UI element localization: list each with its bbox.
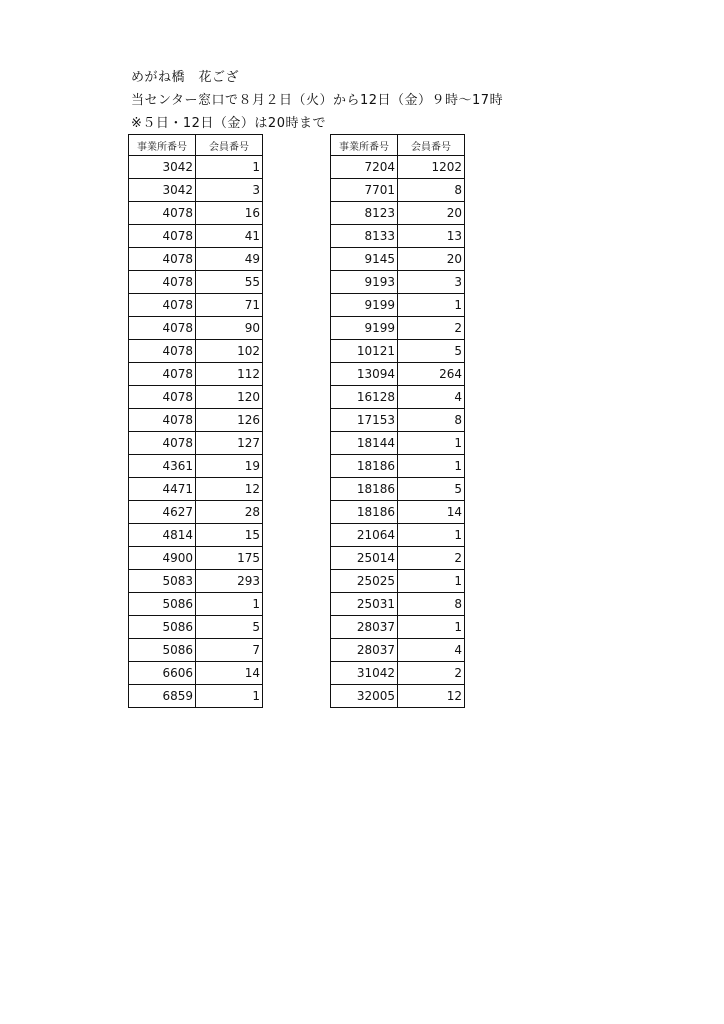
table-row bbox=[331, 432, 465, 455]
office-number-cell: 4078 bbox=[129, 248, 196, 271]
notice-title: めがね橋 花ござ bbox=[131, 70, 240, 85]
office-number-cell: 18186 bbox=[331, 478, 398, 501]
member-number-cell: 49 bbox=[196, 248, 263, 271]
member-number-cell: 175 bbox=[196, 547, 263, 570]
member-number-cell: 13 bbox=[398, 225, 465, 248]
table-row bbox=[331, 156, 465, 179]
member-number-cell: 12 bbox=[196, 478, 263, 501]
office-number-cell: 4078 bbox=[129, 432, 196, 455]
column-header-office: 事業所番号 bbox=[331, 135, 398, 156]
member-number-cell: 71 bbox=[196, 294, 263, 317]
table-row bbox=[331, 386, 465, 409]
notice-note: ※５日・12日（金）は20時まで bbox=[131, 116, 326, 131]
notice-header bbox=[131, 66, 503, 135]
member-number-cell: 1 bbox=[196, 593, 263, 616]
table-row bbox=[129, 455, 263, 478]
member-number-cell: 55 bbox=[196, 271, 263, 294]
member-number-cell: 19 bbox=[196, 455, 263, 478]
column-header-member: 会員番号 bbox=[196, 135, 263, 156]
table-row bbox=[331, 317, 465, 340]
table-row bbox=[331, 478, 465, 501]
table-row bbox=[331, 501, 465, 524]
table-row bbox=[129, 547, 263, 570]
member-number-cell: 112 bbox=[196, 363, 263, 386]
table-row bbox=[129, 593, 263, 616]
office-number-cell: 4078 bbox=[129, 363, 196, 386]
member-number-cell: 7 bbox=[196, 639, 263, 662]
office-number-cell: 17153 bbox=[331, 409, 398, 432]
table-row bbox=[129, 363, 263, 386]
member-number-cell: 1 bbox=[398, 524, 465, 547]
office-number-cell: 5086 bbox=[129, 639, 196, 662]
table-row bbox=[129, 409, 263, 432]
table-row bbox=[331, 455, 465, 478]
office-number-cell: 6859 bbox=[129, 685, 196, 708]
office-number-cell: 4078 bbox=[129, 340, 196, 363]
office-number-cell: 4361 bbox=[129, 455, 196, 478]
table-row bbox=[129, 340, 263, 363]
member-number-cell: 264 bbox=[398, 363, 465, 386]
member-number-cell: 3 bbox=[398, 271, 465, 294]
office-number-cell: 16128 bbox=[331, 386, 398, 409]
office-number-cell: 8123 bbox=[331, 202, 398, 225]
member-number-cell: 14 bbox=[196, 662, 263, 685]
member-number-cell: 1 bbox=[398, 455, 465, 478]
office-number-cell: 9199 bbox=[331, 294, 398, 317]
table-row bbox=[331, 340, 465, 363]
office-number-cell: 9193 bbox=[331, 271, 398, 294]
office-number-cell: 5086 bbox=[129, 616, 196, 639]
office-number-cell: 7204 bbox=[331, 156, 398, 179]
member-number-cell: 8 bbox=[398, 179, 465, 202]
office-number-cell: 5083 bbox=[129, 570, 196, 593]
table-header-row bbox=[129, 135, 263, 156]
office-number-cell: 28037 bbox=[331, 616, 398, 639]
office-number-cell: 25025 bbox=[331, 570, 398, 593]
member-number-cell: 102 bbox=[196, 340, 263, 363]
member-number-cell: 15 bbox=[196, 524, 263, 547]
office-number-cell: 25014 bbox=[331, 547, 398, 570]
table-row bbox=[331, 593, 465, 616]
office-number-cell: 8133 bbox=[331, 225, 398, 248]
office-number-cell: 4078 bbox=[129, 202, 196, 225]
office-number-cell: 32005 bbox=[331, 685, 398, 708]
table-row bbox=[129, 202, 263, 225]
member-number-cell: 126 bbox=[196, 409, 263, 432]
table-row bbox=[129, 478, 263, 501]
table-row bbox=[129, 294, 263, 317]
office-number-cell: 4627 bbox=[129, 501, 196, 524]
member-number-cell: 127 bbox=[196, 432, 263, 455]
member-number-cell: 28 bbox=[196, 501, 263, 524]
office-number-cell: 28037 bbox=[331, 639, 398, 662]
table-row bbox=[129, 271, 263, 294]
office-number-cell: 18144 bbox=[331, 432, 398, 455]
table-row bbox=[129, 248, 263, 271]
office-number-cell: 4078 bbox=[129, 386, 196, 409]
table-left bbox=[128, 134, 263, 708]
table-row bbox=[129, 616, 263, 639]
table-row bbox=[129, 317, 263, 340]
office-number-cell: 4900 bbox=[129, 547, 196, 570]
member-number-cell: 5 bbox=[398, 340, 465, 363]
table-row bbox=[331, 363, 465, 386]
table-row bbox=[331, 616, 465, 639]
table-row bbox=[129, 524, 263, 547]
table-row bbox=[331, 547, 465, 570]
table-row bbox=[331, 524, 465, 547]
office-number-cell: 3042 bbox=[129, 156, 196, 179]
table-row bbox=[129, 432, 263, 455]
table-row bbox=[129, 386, 263, 409]
member-number-cell: 16 bbox=[196, 202, 263, 225]
member-number-cell: 8 bbox=[398, 409, 465, 432]
member-number-cell: 293 bbox=[196, 570, 263, 593]
office-number-cell: 4814 bbox=[129, 524, 196, 547]
member-number-cell: 2 bbox=[398, 317, 465, 340]
member-number-cell: 120 bbox=[196, 386, 263, 409]
member-number-cell: 1 bbox=[398, 294, 465, 317]
member-number-cell: 12 bbox=[398, 685, 465, 708]
table-row bbox=[331, 248, 465, 271]
table-row bbox=[129, 225, 263, 248]
table-row bbox=[331, 409, 465, 432]
office-number-cell: 18186 bbox=[331, 501, 398, 524]
member-number-cell: 1 bbox=[398, 616, 465, 639]
table-row bbox=[331, 271, 465, 294]
member-number-cell: 3 bbox=[196, 179, 263, 202]
office-number-cell: 4471 bbox=[129, 478, 196, 501]
member-number-cell: 4 bbox=[398, 639, 465, 662]
office-number-cell: 9199 bbox=[331, 317, 398, 340]
office-number-cell: 31042 bbox=[331, 662, 398, 685]
member-number-cell: 5 bbox=[196, 616, 263, 639]
table-row bbox=[331, 570, 465, 593]
office-number-cell: 4078 bbox=[129, 294, 196, 317]
table-row bbox=[129, 179, 263, 202]
table-row bbox=[331, 685, 465, 708]
office-number-cell: 9145 bbox=[331, 248, 398, 271]
member-number-cell: 2 bbox=[398, 547, 465, 570]
table-row bbox=[331, 294, 465, 317]
office-number-cell: 3042 bbox=[129, 179, 196, 202]
office-number-cell: 13094 bbox=[331, 363, 398, 386]
table-row bbox=[129, 685, 263, 708]
member-number-cell: 20 bbox=[398, 202, 465, 225]
office-number-cell: 18186 bbox=[331, 455, 398, 478]
table-row bbox=[129, 662, 263, 685]
office-number-cell: 6606 bbox=[129, 662, 196, 685]
table-row bbox=[331, 662, 465, 685]
member-number-cell: 1202 bbox=[398, 156, 465, 179]
table-right bbox=[330, 134, 465, 708]
member-number-cell: 5 bbox=[398, 478, 465, 501]
office-number-cell: 4078 bbox=[129, 317, 196, 340]
member-number-cell: 2 bbox=[398, 662, 465, 685]
office-number-cell: 7701 bbox=[331, 179, 398, 202]
office-number-cell: 4078 bbox=[129, 409, 196, 432]
office-number-cell: 4078 bbox=[129, 271, 196, 294]
office-number-cell: 25031 bbox=[331, 593, 398, 616]
table-row bbox=[129, 639, 263, 662]
member-number-cell: 1 bbox=[196, 156, 263, 179]
table-row bbox=[331, 179, 465, 202]
member-number-cell: 14 bbox=[398, 501, 465, 524]
member-number-cell: 1 bbox=[398, 432, 465, 455]
table-row bbox=[129, 156, 263, 179]
table-row bbox=[331, 639, 465, 662]
member-number-cell: 90 bbox=[196, 317, 263, 340]
notice-schedule: 当センター窓口で８月２日（火）から12日（金）９時〜17時 bbox=[131, 93, 504, 108]
member-number-cell: 1 bbox=[196, 685, 263, 708]
table-row bbox=[331, 202, 465, 225]
member-number-cell: 4 bbox=[398, 386, 465, 409]
office-number-cell: 4078 bbox=[129, 225, 196, 248]
office-number-cell: 21064 bbox=[331, 524, 398, 547]
table-row bbox=[129, 501, 263, 524]
table-header-row bbox=[331, 135, 465, 156]
member-number-cell: 20 bbox=[398, 248, 465, 271]
office-number-cell: 5086 bbox=[129, 593, 196, 616]
member-number-cell: 8 bbox=[398, 593, 465, 616]
member-number-cell: 1 bbox=[398, 570, 465, 593]
column-header-member: 会員番号 bbox=[398, 135, 465, 156]
table-row bbox=[331, 225, 465, 248]
column-header-office: 事業所番号 bbox=[129, 135, 196, 156]
table-row bbox=[129, 570, 263, 593]
office-number-cell: 10121 bbox=[331, 340, 398, 363]
member-number-cell: 41 bbox=[196, 225, 263, 248]
